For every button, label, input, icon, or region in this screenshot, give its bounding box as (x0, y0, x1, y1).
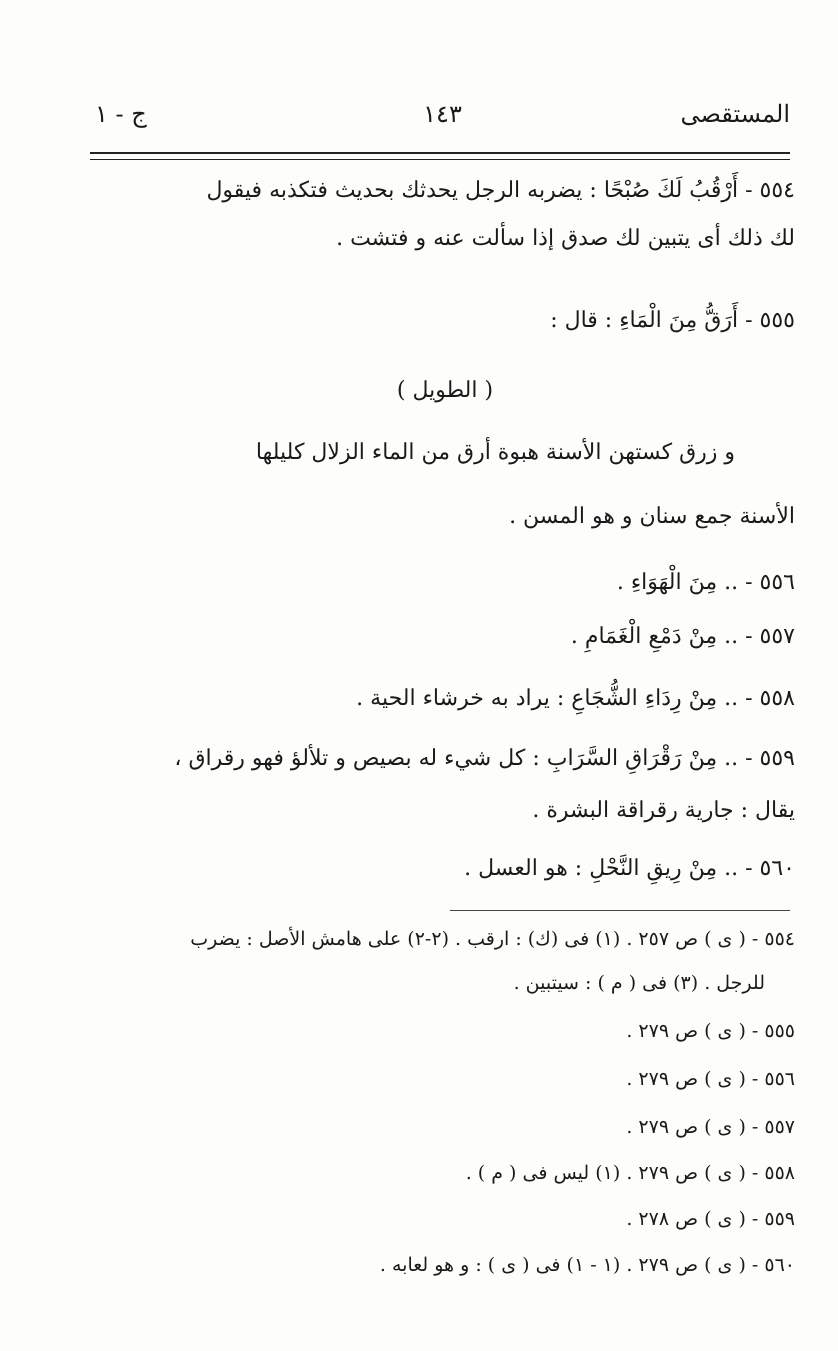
entry-559-line1: ٥٥٩ - .. مِنْ رَقْرَاقِ السَّرَابِ : كل شيء له بصيص و تلألؤ فهو رقراق ، (174, 746, 795, 771)
book-title: المستقصى (680, 100, 790, 128)
volume-label: ج - ١ (95, 100, 147, 128)
footnote-556: ٥٥٦ - ( ى ) ص ٢٧٩ . (626, 1068, 795, 1090)
header-rule-thin (90, 159, 790, 160)
entry-557: ٥٥٧ - .. مِنْ دَمْعِ الْغَمَامِ . (570, 624, 795, 649)
footnote-555: ٥٥٥ - ( ى ) ص ٢٧٩ . (626, 1020, 795, 1042)
entry-558: ٥٥٨ - .. مِنْ رِدَاءِ الشُّجَاعِ : يراد به خرشاء الحية . (356, 686, 795, 711)
verse-gloss: الأسنة جمع سنان و هو المسن . (509, 504, 795, 529)
footnote-558: ٥٥٨ - ( ى ) ص ٢٧٩ . (١) ليس فى ( م ) . (465, 1162, 795, 1184)
entry-555: ٥٥٥ - أَرَقُّ مِنَ الْمَاءِ : قال : (550, 308, 795, 333)
entry-554-line2: لك ذلك أى يتبين لك صدق إذا سألت عنه و فتشت . (336, 226, 795, 251)
footnote-559: ٥٥٩ - ( ى ) ص ٢٧٨ . (626, 1208, 795, 1230)
entry-556: ٥٥٦ - .. مِنَ الْهَوَاءِ . (616, 570, 795, 595)
footnote-554-line2: للرجل . (٣) فى ( م ) : سيتبين . (513, 972, 765, 994)
footnote-557: ٥٥٧ - ( ى ) ص ٢٧٩ . (626, 1116, 795, 1138)
footnote-rule (450, 910, 790, 911)
entry-560: ٥٦٠ - .. مِنْ رِيقِ النَّحْلِ : هو العسل . (464, 856, 795, 881)
meter-label: ( الطويل ) (396, 378, 494, 403)
entry-554-line1: ٥٥٤ - أَرْقُبُ لَكَ صُبْحًا : يضربه الرجل يحدثك بحديث فتكذبه فيقول (206, 178, 795, 203)
page-header (95, 100, 790, 140)
page-number: ١٤٣ (423, 100, 462, 128)
header-rule-thick (90, 152, 790, 154)
entry-559-line2: يقال : جارية رقراقة البشرة . (532, 798, 795, 823)
footnote-560: ٥٦٠ - ( ى ) ص ٢٧٩ . (١ - ١) فى ( ى ) : و هو لعابه . (379, 1254, 795, 1276)
footnote-554-line1: ٥٥٤ - ( ى ) ص ٢٥٧ . (١) فى (ك) : ارقب . (٢-٢) على هامش الأصل : يضرب (190, 928, 795, 950)
verse-line: و زرق كستهن الأسنة هبوة أرق من الماء الزلال كليلها (255, 440, 735, 465)
